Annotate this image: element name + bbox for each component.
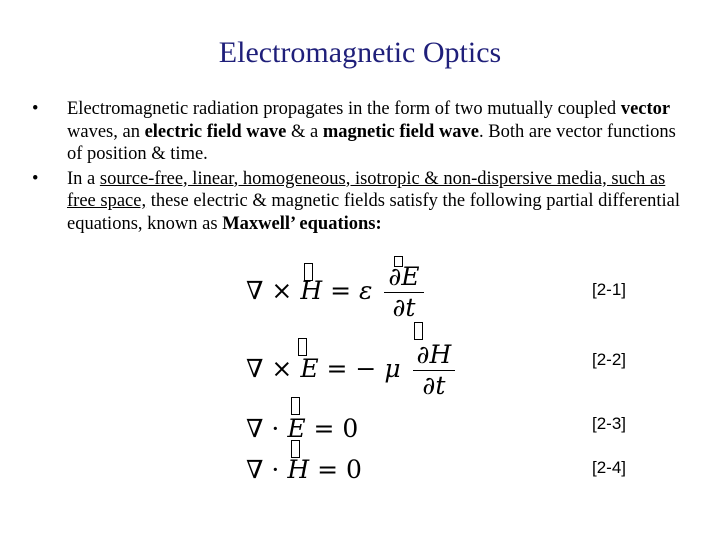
bullet-text-2 [67, 168, 680, 236]
divergence-operator: ∇ · [246, 455, 280, 484]
fraction [413, 340, 456, 401]
mu-symbol: μ [384, 354, 401, 383]
bullet-text-1 [67, 98, 680, 166]
equals-sign: = [330, 276, 352, 305]
bullet-marker: • [32, 99, 39, 119]
vector-marker-icon [291, 397, 300, 415]
divergence-operator: ∇ · [246, 414, 280, 443]
equation-2-1 [246, 262, 424, 323]
bullet-1-segment: . Both are vector functions of position & time. [67, 121, 676, 164]
slide-title: Electromagnetic Optics [218, 36, 502, 69]
fraction-numerator: ∂H [413, 340, 456, 371]
equation-2-2 [246, 340, 455, 401]
bullet-2-segment: In a [67, 168, 100, 189]
equation-label-2-1: [2-1] [592, 280, 627, 299]
var-e: E [300, 354, 319, 383]
equation-2-4 [246, 455, 362, 484]
var-h: H [287, 455, 310, 484]
fraction [384, 262, 423, 323]
vector-marker-icon [414, 322, 423, 340]
bullet-item-2 [30, 168, 680, 236]
bullet-2-segment: these electric & magnetic fields satisfy the following partial differential equations, known as [67, 191, 680, 234]
bullet-2-underlined: source-free, linear, homogeneous, isotropic & non-dispersive media, such as free space, [67, 168, 666, 211]
bullet-2-bold-maxwell: Maxwell’ equations: [222, 213, 382, 234]
equation-label-2-4: [2-4] [592, 458, 627, 477]
equals-zero: = 0 [313, 414, 359, 443]
epsilon-symbol: ε [358, 276, 373, 305]
bullet-1-segment: waves, an [67, 121, 145, 142]
var-h: H [300, 276, 323, 305]
fraction-denominator: ∂t [392, 293, 416, 322]
equals-zero: = 0 [317, 455, 362, 484]
equation-label-2-3: [2-3] [592, 414, 627, 433]
curl-operator: ∇ × [246, 354, 293, 383]
bullet-1-bold-vector: vector [620, 99, 671, 119]
bullet-1-segment: Electromagnetic radiation propagates in the form of two mutually coupled [67, 99, 621, 119]
bullet-1-bold-magnetic: magnetic field wave [322, 121, 480, 142]
equation-2-3 [246, 414, 358, 443]
bullet-marker: • [32, 168, 39, 189]
curl-operator: ∇ × [246, 276, 293, 305]
equals-minus-sign: = − [326, 354, 377, 383]
bullet-1-segment: & a [286, 121, 323, 142]
fraction-numerator: ∂E [384, 262, 423, 293]
bullet-1-bold-electric: electric field wave [144, 121, 287, 142]
bullet-list [30, 98, 680, 237]
fraction-denominator: ∂t [422, 371, 446, 400]
var-e: E [287, 414, 306, 443]
bullet-item-1 [30, 98, 680, 166]
equation-label-2-2: [2-2] [592, 350, 627, 369]
